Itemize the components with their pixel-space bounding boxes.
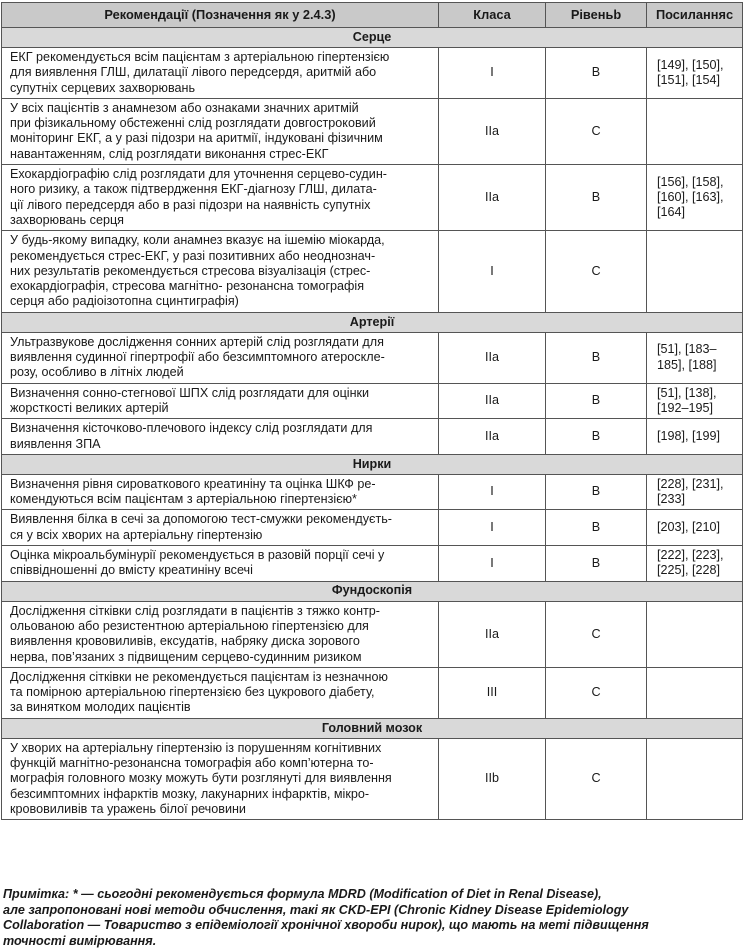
references-cell [647, 474, 743, 510]
recommendation-line: Ехокардіографію слід розглядати для уточнення серцево-судин- [10, 167, 387, 182]
reference-line: [225], [228] [657, 563, 721, 578]
level-cell: B [546, 165, 647, 231]
recommendation-line: ольованою або резистентною артеріальною гіпертензією для [10, 618, 369, 633]
recommendation-line: співвідношенні до вмісту креатиніну всечі [10, 563, 253, 578]
reference-line: [151], [154] [657, 72, 721, 87]
reference-line: [233] [657, 492, 686, 507]
section-row [2, 581, 743, 601]
recommendation-line: У всіх пацієнтів з анамнезом або ознаками значних аритмій [10, 100, 359, 115]
references-cell [647, 738, 743, 819]
recommendation-line: безсимптомних інфарктів мозку, лакунарних інфарктів, мікро- [10, 786, 370, 801]
footnote-line: але запропоновані нові методи обчислення, такі як CKD-EPI (Chronic Kidney Disease Epidemiology [3, 902, 629, 917]
recommendation-line: жорсткості великих артерій [10, 400, 169, 415]
recommendation-line: Дослідження сітківки не рекомендується пацієнтам із незначною [10, 669, 388, 684]
references-cell [647, 231, 743, 312]
recommendation-line: виявлення крововиливів, ексудатів, набряку диска зорового [10, 634, 360, 649]
recommendation-line: Виявлення білка в сечі за допомогою тест-смужки рекомендуєть- [10, 512, 392, 527]
table-row [2, 231, 743, 312]
recommendation-line: ції лівого передсердя або в разі підозри на наявність супутніх [10, 197, 371, 212]
table-row [2, 510, 743, 546]
class-cell: I [439, 510, 546, 546]
section-row [2, 718, 743, 738]
recommendation-line: ного ризику, а також підтвердження ЕКГ-діагнозу ГЛШ, дилата- [10, 182, 377, 197]
references-cell [647, 667, 743, 718]
recommendations-table [1, 2, 743, 820]
level-cell: B [546, 510, 647, 546]
recommendation-line: У хворих на артеріальну гіпертензію із порушенням когнітивних [10, 740, 382, 755]
table-row [2, 98, 743, 164]
recommendation-cell [2, 667, 439, 718]
level-cell: C [546, 601, 647, 667]
recommendation-cell [2, 419, 439, 455]
reference-line: [198], [199] [657, 428, 721, 443]
table-row [2, 667, 743, 718]
recommendation-line: У будь-якому випадку, коли анамнез вказує на ішемію міокарда, [10, 233, 385, 248]
level-cell: B [546, 383, 647, 419]
table-row [2, 546, 743, 582]
class-cell: IIa [439, 601, 546, 667]
table-row [2, 738, 743, 819]
level-cell: C [546, 231, 647, 312]
recommendation-line: ся у всіх хворих на артеріальну гіпертензію [10, 527, 263, 542]
recommendation-line: Визначення рівня сироваткового креатиніну та оцінка ШКФ ре- [10, 476, 376, 491]
references-cell [647, 165, 743, 231]
section-row [2, 454, 743, 474]
recommendation-cell [2, 165, 439, 231]
reference-line: 185], [188] [657, 357, 717, 372]
table-row [2, 383, 743, 419]
recommendation-line: розу, особливо в літніх людей [10, 365, 184, 380]
references-cell [647, 383, 743, 419]
recommendation-cell [2, 48, 439, 99]
recommendation-cell [2, 98, 439, 164]
header-recommendation: Рекомендації (Позначення як у 2.4.3) [2, 3, 439, 28]
recommendation-line: рекомендується стрес-ЕКГ, у разі позитивних або неоднознач- [10, 248, 376, 263]
level-cell: B [546, 48, 647, 99]
recommendation-line: функцій магнітно-резонансна томографія або комп’ютерна то- [10, 755, 374, 770]
recommendation-line: супутніх серцевих захворювань [10, 80, 196, 95]
reference-line: [160], [163], [657, 190, 724, 205]
section-title: Фундоскопія [2, 581, 743, 601]
section-title: Нирки [2, 454, 743, 474]
section-title: Серце [2, 28, 743, 48]
section-title: Головний мозок [2, 718, 743, 738]
recommendation-line: моніторинг ЕКГ, а у разі підозри на аритмії, індуковані фізичним [10, 131, 383, 146]
recommendation-line: них результатів рекомендується стресова візуалізація (стрес- [10, 263, 371, 278]
references-cell [647, 332, 743, 383]
recommendation-line: Визначення кісточково-плечового індексу слід розглядати для [10, 421, 373, 436]
class-cell: IIa [439, 383, 546, 419]
references-cell [647, 546, 743, 582]
recommendation-line: при фізикальному обстеженні слід розглядати довгостроковий [10, 116, 376, 131]
recommendation-line: Визначення сонно-стегнової ШПХ слід розглядати для оцінки [10, 385, 370, 400]
recommendation-line: Дослідження сітківки слід розглядати в пацієнтів з тяжко контр- [10, 603, 380, 618]
references-cell [647, 98, 743, 164]
reference-line: [149], [150], [657, 57, 724, 72]
class-cell: I [439, 231, 546, 312]
table-row [2, 48, 743, 99]
footnote-label: Примітка: [3, 887, 70, 901]
recommendation-line: за винятком молодих пацієнтів [10, 700, 191, 715]
recommendation-line: нерва, пов’язаних з підвищеним серцево-судинним ризиком [10, 649, 362, 664]
references-cell [647, 510, 743, 546]
header-refs: Посиланняc [647, 3, 743, 28]
table-row [2, 419, 743, 455]
section-row [2, 312, 743, 332]
reference-line: [51], [183– [657, 342, 717, 357]
recommendation-cell [2, 383, 439, 419]
table-row [2, 165, 743, 231]
footnote [3, 887, 741, 949]
footnote-line: точності вимірювання. [3, 933, 157, 948]
level-cell: B [546, 419, 647, 455]
recommendation-cell [2, 601, 439, 667]
recommendation-cell [2, 738, 439, 819]
recommendation-cell [2, 546, 439, 582]
header-level: Рівеньb [546, 3, 647, 28]
recommendation-line: Оцінка мікроальбумінурії рекомендується в разовій порції сечі у [10, 548, 385, 563]
class-cell: I [439, 48, 546, 99]
level-cell: B [546, 474, 647, 510]
level-cell: B [546, 546, 647, 582]
class-cell: IIa [439, 165, 546, 231]
references-cell [647, 419, 743, 455]
class-cell: IIa [439, 419, 546, 455]
recommendation-cell [2, 332, 439, 383]
recommendation-line: для виявлення ГЛШ, дилатації лівого передсердя, аритмій або [10, 65, 377, 80]
reference-line: [203], [210] [657, 520, 721, 535]
recommendation-line: комендуються всім пацієнтам з артеріальною гіпертензією* [10, 492, 357, 507]
recommendation-line: ехокардіографія, стресова магнітно- резонансна томографія [10, 279, 365, 294]
footnote-line: * — сьогодні рекомендується формула MDRD (Modification of Diet in Renal Disease), [69, 887, 602, 901]
recommendation-line: виявлення ЗПА [10, 436, 101, 451]
class-cell: I [439, 474, 546, 510]
class-cell: IIa [439, 98, 546, 164]
reference-line: [222], [223], [657, 548, 724, 563]
recommendation-line: та помірною артеріальною гіпертензією без цукрового діабету, [10, 685, 375, 700]
level-cell: B [546, 332, 647, 383]
recommendation-cell [2, 231, 439, 312]
footnote-line: Collaboration — Товариство з епідеміології хронічної хвороби нирок), що мають на меті підвищення [3, 918, 649, 933]
header-row [2, 3, 743, 28]
level-cell: C [546, 738, 647, 819]
recommendation-cell [2, 474, 439, 510]
table-row [2, 332, 743, 383]
reference-line: [192–195] [657, 400, 714, 415]
recommendation-line: серця або радіоізотопна сцинтиграфія) [10, 294, 239, 309]
class-cell: I [439, 546, 546, 582]
section-title: Артерії [2, 312, 743, 332]
level-cell: C [546, 667, 647, 718]
header-class: Класа [439, 3, 546, 28]
recommendation-line: навантаженням, слід розглядати виконання стрес-ЕКГ [10, 146, 329, 161]
class-cell: IIa [439, 332, 546, 383]
reference-line: [51], [138], [657, 385, 717, 400]
table-body [2, 28, 743, 820]
recommendation-line: мографія головного мозку можуть бути розглянуті для виявлення [10, 771, 392, 786]
section-row [2, 28, 743, 48]
class-cell: III [439, 667, 546, 718]
recommendation-line: крововиливів та уражень білої речовини [10, 801, 246, 816]
references-cell [647, 601, 743, 667]
table-row [2, 601, 743, 667]
reference-line: [228], [231], [657, 476, 724, 491]
recommendation-line: Ультразвукове дослідження сонних артерій слід розглядати для [10, 334, 384, 349]
level-cell: C [546, 98, 647, 164]
recommendation-line: ЕКГ рекомендується всім пацієнтам з артеріальною гіпертензією [10, 50, 390, 64]
reference-line: [164] [657, 205, 686, 220]
table-row [2, 474, 743, 510]
class-cell: IIb [439, 738, 546, 819]
recommendation-line: виявлення судинної гіпертрофії або безсимптомного атероскле- [10, 350, 385, 365]
reference-line: [156], [158], [657, 174, 724, 189]
references-cell [647, 48, 743, 99]
recommendation-line: захворювань серця [10, 212, 124, 227]
recommendation-cell [2, 510, 439, 546]
